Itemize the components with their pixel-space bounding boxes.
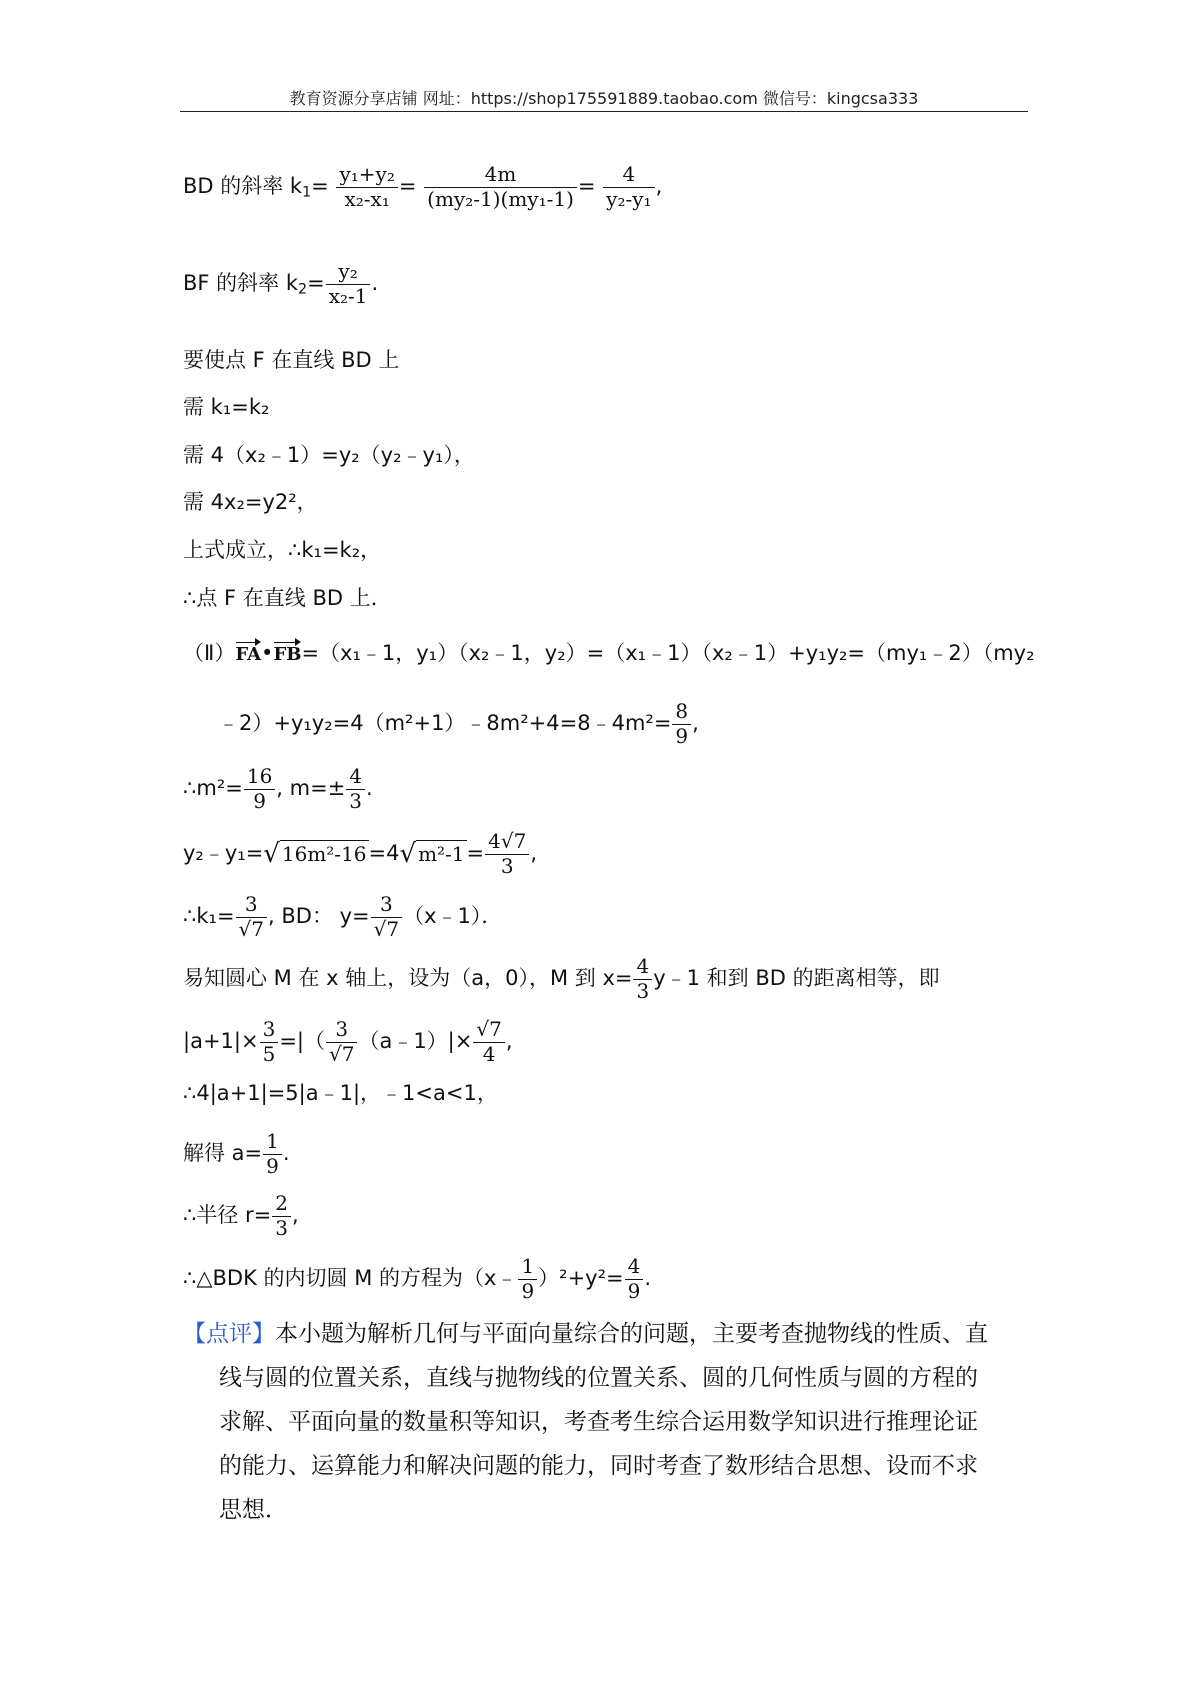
text: ∴m²=: [183, 776, 243, 800]
fraction: [485, 830, 529, 878]
denominator: x₂-1: [328, 284, 368, 308]
denominator: y₂-y₁: [606, 187, 652, 211]
comment-line: 的能力、运算能力和解决问题的能力，同时考查了数形结合思想、设而不求: [219, 1453, 978, 1479]
text: ∴半径 r=: [183, 1203, 272, 1227]
fraction: [625, 1255, 644, 1303]
numerator: y₂: [326, 260, 371, 285]
denominator: 4: [482, 1042, 496, 1066]
text: ,: [530, 841, 538, 865]
comment-line: [183, 1312, 1033, 1356]
text: y₂﹣y₁=: [183, 841, 264, 865]
text: ﹣2）+y₁y₂=4（m²+1）﹣8m²+4=8﹣4m²=: [218, 711, 672, 735]
text: ,: [655, 174, 663, 198]
fraction: [473, 1018, 504, 1066]
line-5: 需 4（x₂﹣1）=y₂（y₂﹣y₁），: [183, 443, 475, 467]
line-14: [183, 955, 940, 1003]
numerator: 3: [326, 1018, 357, 1043]
text: ,: [505, 1029, 513, 1053]
comment-line: 思想．: [219, 1497, 288, 1523]
line-9-vector-product: [183, 640, 1035, 664]
denominator: (my₂-1)(my₁-1): [427, 187, 574, 211]
text: =|（: [279, 1029, 325, 1053]
numerator: 2: [272, 1192, 291, 1217]
fraction: [244, 765, 275, 813]
numerator: √7: [473, 1018, 504, 1043]
denominator: 3: [500, 854, 514, 878]
header-divider: [180, 111, 1028, 112]
line-18: [183, 1192, 299, 1240]
comment-block: [183, 1312, 1033, 1532]
text: 易知圆心 M 在 x 轴上，设为（a，0），M 到 x=: [183, 966, 633, 990]
fraction: [603, 163, 654, 211]
text: |a+1|×: [183, 1029, 259, 1053]
line-7: 上式成立，∴k₁=k₂，: [183, 538, 382, 562]
text: =: [311, 174, 329, 198]
text: （x﹣1）．: [403, 904, 503, 928]
line-13: [183, 893, 502, 941]
comment-line: 求解、平面向量的数量积等知识，考查考生综合运用数学知识进行推理论证: [219, 1409, 978, 1435]
text: ,: [292, 1203, 299, 1227]
numerator: y₁+y₂: [336, 163, 397, 188]
text: =: [466, 841, 485, 865]
numerator: 4: [625, 1255, 644, 1280]
text: ）²+y²=: [538, 1266, 624, 1290]
sqrt: √ m²-1: [399, 839, 465, 869]
denominator: 9: [521, 1279, 535, 1303]
line-bd-slope: BD 的斜率 $k_1=$ $\frac{\text{y₁+y₂}}{\text{x₂-x₁}}$ = $\frac{4m}{\text{(my₂-1)(my₁-1)}}$ = $\frac{4}{\text{y₂-y₁}}$ ,: [183, 162, 663, 211]
denominator: √7: [328, 1042, 355, 1066]
text: BF 的斜率 k: [183, 271, 298, 295]
text: , m=±: [276, 776, 346, 800]
text: .: [366, 776, 373, 800]
text: •: [261, 641, 274, 665]
fraction: [326, 1018, 357, 1066]
page-header: 教育资源分享店铺 网址：https://shop175591889.taobao.com 微信号：kingcsa333: [289, 89, 919, 108]
fraction: [371, 893, 402, 941]
denominator: √7: [373, 917, 400, 941]
radicand: m²-1: [418, 842, 465, 866]
line-8: ∴点 F 在直线 BD 上．: [183, 586, 392, 610]
fraction: [272, 1192, 291, 1240]
denominator: 3: [349, 789, 363, 813]
numerator: 4: [603, 163, 654, 188]
vector-fb: FB: [273, 640, 301, 664]
line-6: 需 4x₂=y2²，: [183, 490, 318, 514]
line-12: [183, 830, 537, 878]
numerator: 4√7: [485, 830, 529, 855]
sub: 1: [302, 184, 312, 201]
text: ∴k₁=: [183, 904, 235, 928]
comment-tag: 【点评】: [183, 1321, 275, 1347]
fraction: [263, 1130, 282, 1178]
fraction: [424, 163, 577, 211]
denominator: 9: [266, 1154, 279, 1178]
text: ∴△BDK 的内切圆 M 的方程为（x﹣: [183, 1266, 518, 1290]
denominator: 5: [262, 1042, 276, 1066]
denominator: 9: [675, 724, 689, 748]
denominator: 3: [636, 979, 650, 1003]
comment-line: 线与圆的位置关系，直线与抛物线的位置关系、圆的几何性质与圆的方程的: [219, 1365, 978, 1391]
radicand: 16m²-16: [281, 842, 367, 866]
fraction: [346, 765, 365, 813]
text: .: [282, 1141, 290, 1165]
fraction: [236, 893, 267, 941]
line-11: [183, 765, 373, 813]
sub: 2: [298, 281, 308, 298]
denominator: 3: [275, 1216, 288, 1240]
text: =4: [368, 841, 400, 865]
text: BD 的斜率 k: [183, 174, 303, 198]
numerator: 4: [633, 955, 652, 980]
fraction: [672, 700, 691, 748]
numerator: 4m: [424, 163, 577, 188]
numerator: 1: [263, 1130, 282, 1155]
line-16: ∴4|a+1|=5|a﹣1|，﹣1<a<1，: [183, 1081, 498, 1105]
text: 解得 a=: [183, 1141, 263, 1165]
text: y﹣1 和到 BD 的距离相等，即: [653, 966, 940, 990]
numerator: 16: [244, 765, 275, 790]
sqrt: √ 16m²-16: [263, 839, 367, 869]
denominator: √7: [238, 917, 265, 941]
text: （Ⅱ）: [183, 641, 236, 665]
denominator: x₂-x₁: [344, 187, 390, 211]
text: （a﹣1）|×: [358, 1029, 473, 1053]
numerator: 3: [236, 893, 267, 918]
line-19: [183, 1255, 651, 1303]
text: .: [644, 1266, 652, 1290]
fraction: [336, 163, 397, 211]
line-bf-slope: BF 的斜率 $k_2=$ $\frac{\text{y₂}}{\text{x₂-1}}$ .: [183, 259, 379, 308]
denominator: 9: [253, 789, 266, 813]
fraction: [260, 1018, 279, 1066]
text: 本小题为解析几何与平面向量综合的问题，主要考查抛物线的性质、直: [275, 1321, 988, 1347]
denominator: 9: [627, 1279, 641, 1303]
numerator: 3: [371, 893, 402, 918]
line-3: 要使点 F 在直线 BD 上: [183, 348, 400, 372]
fraction: [518, 1255, 537, 1303]
text: ,: [692, 711, 699, 735]
text: =（x₁﹣1，y₁）（x₂﹣1，y₂）=（x₁﹣1）（x₂﹣1）+y₁y₂=（my₁﹣2）（my₂: [301, 641, 1035, 665]
numerator: 3: [260, 1018, 279, 1043]
line-4: 需 k₁=k₂: [183, 395, 270, 419]
line-10: [218, 700, 699, 748]
vector-fa: FA: [235, 640, 261, 664]
numerator: 1: [518, 1255, 537, 1280]
numerator: 4: [346, 765, 365, 790]
text: .: [371, 271, 379, 295]
line-17: [183, 1130, 290, 1178]
fraction: [326, 260, 371, 308]
text: , BD： y=: [268, 904, 370, 928]
fraction: [633, 955, 652, 1003]
line-15: [183, 1018, 513, 1066]
numerator: 8: [672, 700, 691, 725]
